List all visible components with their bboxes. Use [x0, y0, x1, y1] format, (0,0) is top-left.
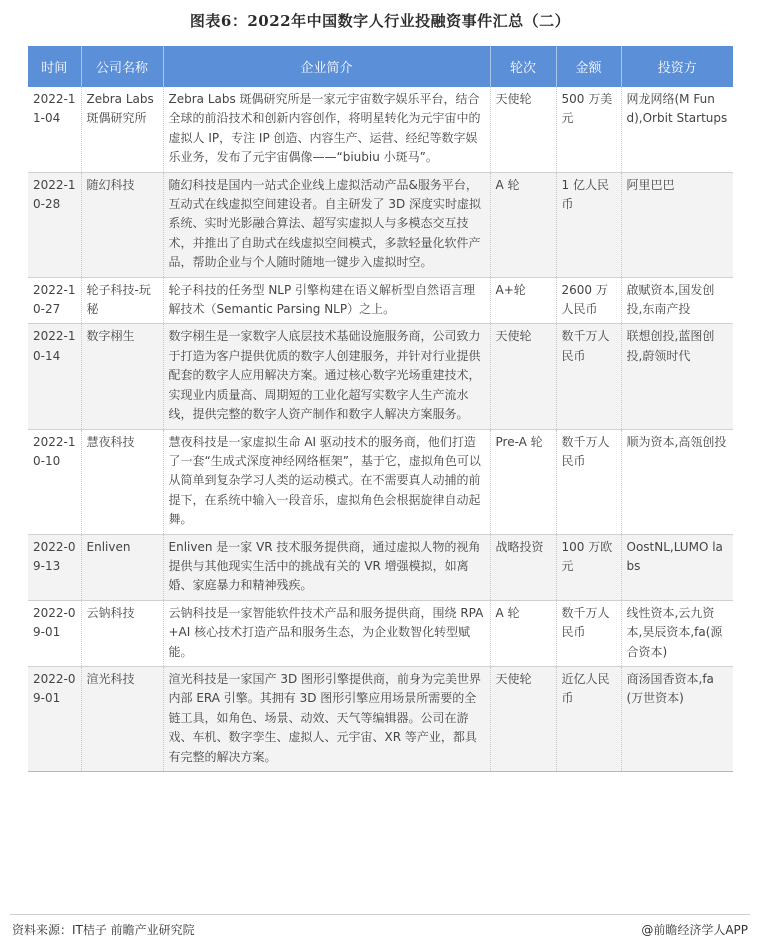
cell-investors: 阿里巴巴 — [621, 172, 733, 277]
table-row — [28, 324, 733, 429]
cell-investors: 啟赋资本,国发创投,东南产投 — [621, 277, 733, 324]
header-date: 时间 — [28, 46, 81, 87]
cell-investors: OostNL,LUMO labs — [621, 534, 733, 600]
cell-date: 2022-10-14 — [28, 324, 81, 429]
page-title: 图表6：2022年中国数字人行业投融资事件汇总（二） — [189, 12, 571, 30]
cell-company: 渲光科技 — [81, 666, 163, 771]
source-note: 资料来源：IT桔子 前瞻产业研究院 — [12, 923, 195, 937]
header-amount: 金额 — [556, 46, 621, 87]
cell-intro: Enliven 是一家 VR 技术服务提供商，通过虚拟人物的视角提供与其他现实生活中的挑战有关的 VR 增强模拟，如离婚、家庭暴力和精神残疾。 — [163, 534, 490, 600]
cell-round: 天使轮 — [490, 324, 556, 429]
cell-company: 轮子科技-玩秘 — [81, 277, 163, 324]
cell-amount: 1 亿人民币 — [556, 172, 621, 277]
header-investors: 投资方 — [621, 46, 733, 87]
table-row — [28, 172, 733, 277]
cell-round: 战略投资 — [490, 534, 556, 600]
cell-round: A+轮 — [490, 277, 556, 324]
cell-date: 2022-11-04 — [28, 87, 81, 172]
cell-intro: 数字栩生是一家数字人底层技术基础设施服务商，公司致力于打造为客户提供优质的数字人创建服务，并针对行业提供配套的数字人应用解决方案。通过核心数字光场重建技术，实现业内质量高、周期短的工业化超写实数字人生产流水线，提供完整的数字人资产制作和数字人解决方案服务。 — [163, 324, 490, 429]
cell-date: 2022-09-01 — [28, 666, 81, 771]
cell-date: 2022-10-28 — [28, 172, 81, 277]
table-row — [28, 87, 733, 172]
brand-credit: @前瞻经济学人APP — [641, 923, 748, 937]
table-row — [28, 429, 733, 534]
cell-intro: 渲光科技是一家国产 3D 图形引擎提供商，前身为完美世界内部 ERA 引擎。其拥有 3D 图形引擎应用场景所需要的全链工具，如角色、场景、动效、天气等编辑器。公司在游戏、车机、数字孪生、虚拟人、元宇宙、XR 等产业，都具有完整的解决方案。 — [163, 666, 490, 771]
cell-amount: 近亿人民币 — [556, 666, 621, 771]
header-round: 轮次 — [490, 46, 556, 87]
cell-company: 云钠科技 — [81, 600, 163, 666]
cell-intro: 随幻科技是国内一站式企业线上虚拟活动产品&服务平台，互动式在线虚拟空间建设者。自主研发了 3D 深度实时虚拟系统、实时光影融合算法、超写实虚拟人与多模态交互技术，并推出了自助式在线虚拟空间模式，多款轻量化软件产品，帮助企业与个人随时随地一键步入虚拟时空。 — [163, 172, 490, 277]
cell-amount: 数千万人民币 — [556, 600, 621, 666]
table-row — [28, 534, 733, 600]
cell-round: A 轮 — [490, 172, 556, 277]
cell-date: 2022-09-13 — [28, 534, 81, 600]
investment-table — [28, 46, 733, 772]
cell-round: 天使轮 — [490, 666, 556, 771]
cell-investors: 顺为资本,高瓴创投 — [621, 429, 733, 534]
footer-divider — [10, 914, 750, 915]
cell-investors: 商汤国香资本,fa(万世资本) — [621, 666, 733, 771]
cell-amount: 数千万人民币 — [556, 429, 621, 534]
cell-company: 数字栩生 — [81, 324, 163, 429]
cell-company: Zebra Labs 斑偶研究所 — [81, 87, 163, 172]
cell-intro: 轮子科技的任务型 NLP 引擎构建在语义解析型自然语言理解技术（Semantic Parsing NLP）之上。 — [163, 277, 490, 324]
cell-intro: Zebra Labs 斑偶研究所是一家元宇宙数字娱乐平台，结合全球的前沿技术和创新内容创作，将明星转化为元宇宙中的虚拟人 IP，专注 IP 创造、内容生产、运营、经纪等数字娱乐业务，发布了元宇宙偶像——“biubiu 小斑马”。 — [163, 87, 490, 172]
cell-amount: 100 万欧元 — [556, 534, 621, 600]
cell-date: 2022-09-01 — [28, 600, 81, 666]
cell-round: A 轮 — [490, 600, 556, 666]
cell-company: 慧夜科技 — [81, 429, 163, 534]
cell-investors: 网龙网络(M Fund),Orbit Startups — [621, 87, 733, 172]
cell-company: 随幻科技 — [81, 172, 163, 277]
cell-date: 2022-10-27 — [28, 277, 81, 324]
cell-amount: 2600 万人民币 — [556, 277, 621, 324]
cell-intro: 云钠科技是一家智能软件技术产品和服务提供商，围绕 RPA+AI 核心技术打造产品和服务生态，为企业数智化转型赋能。 — [163, 600, 490, 666]
cell-intro: 慧夜科技是一家虚拟生命 AI 驱动技术的服务商，他们打造了一套“生成式深度神经网络框架”，基于它，虚拟角色可以从简单到复杂学习人类的运动模式。在不需要真人动捕的前提下，在系统中输入一段音乐，虚拟角色会根据旋律自动起舞。 — [163, 429, 490, 534]
cell-date: 2022-10-10 — [28, 429, 81, 534]
table-header-row — [28, 46, 733, 87]
cell-round: Pre-A 轮 — [490, 429, 556, 534]
header-company: 公司名称 — [81, 46, 163, 87]
table-row — [28, 666, 733, 771]
cell-round: 天使轮 — [490, 87, 556, 172]
cell-amount: 500 万美元 — [556, 87, 621, 172]
cell-investors: 线性资本,云九资本,昊辰资本,fa(源合资本) — [621, 600, 733, 666]
cell-amount: 数千万人民币 — [556, 324, 621, 429]
cell-investors: 联想创投,蓝图创投,蔚领时代 — [621, 324, 733, 429]
header-intro: 企业简介 — [163, 46, 490, 87]
cell-company: Enliven — [81, 534, 163, 600]
table-row — [28, 600, 733, 666]
table-row — [28, 277, 733, 324]
